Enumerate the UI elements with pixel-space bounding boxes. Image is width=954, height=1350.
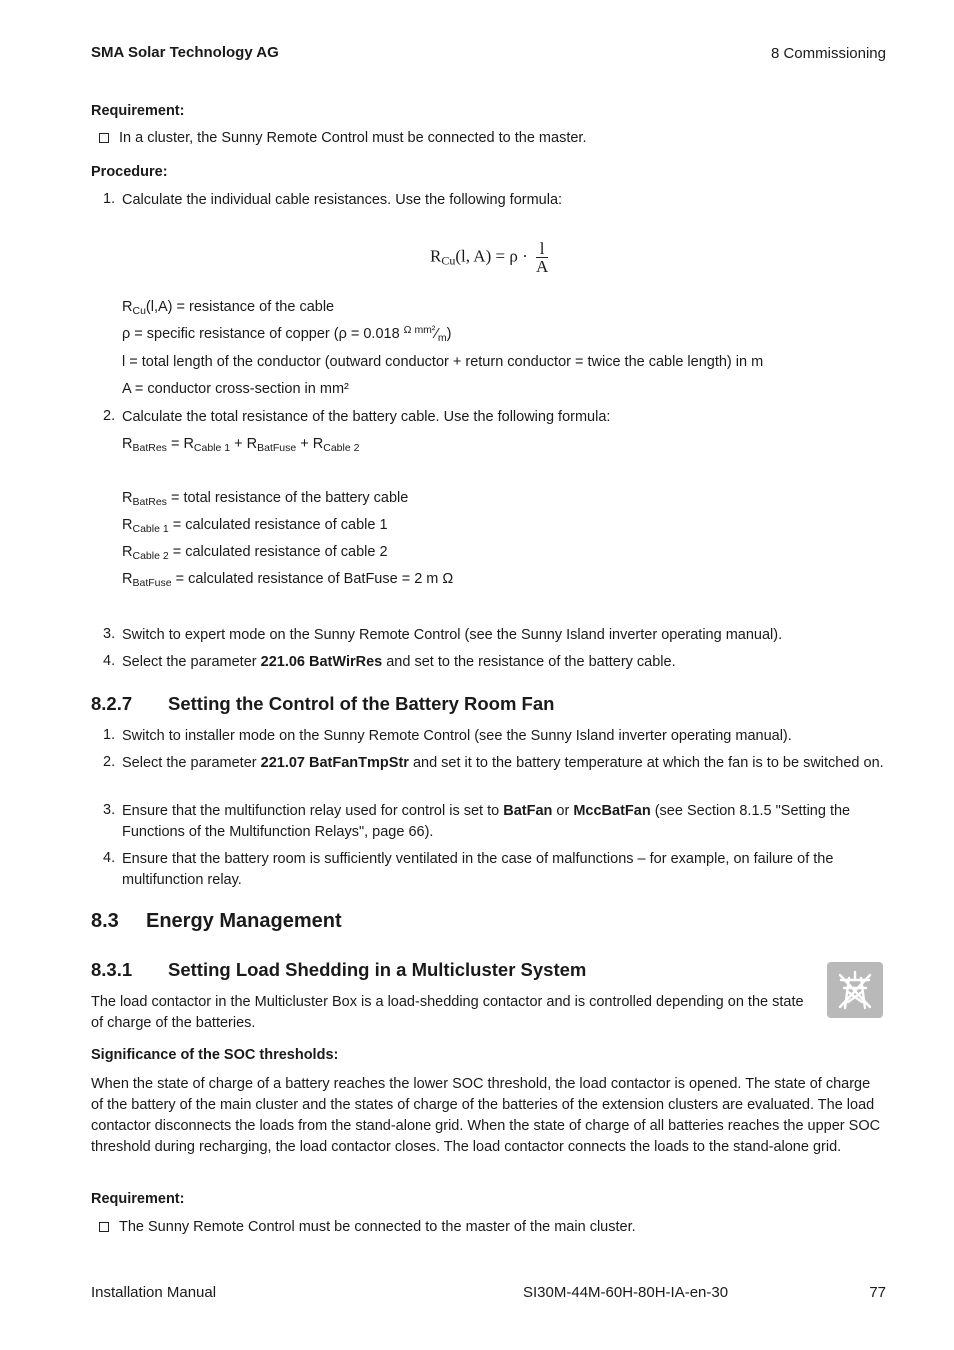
- step-number: 2.: [103, 754, 116, 770]
- step-number: 1.: [103, 727, 116, 743]
- requirement-label: Requirement:: [91, 1191, 185, 1207]
- soc-label: Significance of the SOC thresholds:: [91, 1047, 339, 1063]
- definition-length: l = total length of the conductor (outward conductor + return conductor = twice the cable length) in m: [122, 354, 764, 370]
- header-company: SMA Solar Technology AG: [91, 44, 279, 61]
- definition-area: A = conductor cross-section in mm²: [122, 381, 349, 397]
- requirement-label: Requirement:: [91, 103, 185, 119]
- step-number: 4.: [103, 653, 116, 669]
- step-text: Select the parameter 221.07 BatFanTmpStr and set it to the battery temperature at which the fan is to be switched on.: [122, 755, 884, 771]
- page-number: 77: [869, 1284, 886, 1301]
- step-number: 4.: [103, 850, 116, 866]
- checkbox-icon: [99, 1222, 109, 1232]
- step-number: 3.: [103, 802, 116, 818]
- off-grid-tower-icon: [827, 962, 883, 1018]
- definition-cable2: $R_{Cable 2}$ = calculated resistance of cable 2: [122, 544, 388, 562]
- resistance-formula: $R_{Cu}(l$, A) = ρ · $\frac{l}{A}$: [430, 239, 549, 276]
- definition-rcu: $R_{Cu}(l,A)$ = resistance of the cable: [122, 299, 335, 317]
- step-number: 1.: [103, 191, 116, 207]
- step-number: 3.: [103, 626, 116, 642]
- section-heading-8-3: 8.3 Energy Management: [91, 910, 342, 932]
- step-text: Select the parameter 221.06 BatWirRes and set to the resistance of the battery cable.: [122, 654, 676, 670]
- step-text: Calculate the total resistance of the battery cable. Use the following formula:: [122, 409, 611, 425]
- header-chapter: 8 Commissioning: [770, 45, 886, 62]
- formula-fraction: $\frac{l}{A}$: [535, 239, 549, 276]
- procedure-label: Procedure:: [91, 164, 168, 180]
- definition-batfuse: $R_{BatFuse}$ = calculated resistance of BatFuse = 2 m Ω: [122, 571, 454, 589]
- step-text: Ensure that the multifunction relay used for control is set to BatFan or MccBatFan (see Section 8.1.5 "Setting the Functions of the Multifunction Relays", page 66).: [122, 803, 851, 840]
- requirement-item: The Sunny Remote Control must be connected to the master of the main cluster.: [99, 1219, 636, 1235]
- footer-manual-title: Installation Manual: [91, 1284, 217, 1301]
- section-heading-8-3-1: 8.3.1 Setting Load Shedding in a Multicluster System: [91, 959, 587, 980]
- step-number: 2.: [103, 408, 116, 424]
- footer-document-id: SI30M-44M-60H-80H-IA-en-30: [523, 1284, 729, 1301]
- step-text: Switch to installer mode on the Sunny Remote Control (see the Sunny Island inverter operating manual).: [122, 728, 792, 744]
- battery-resistance-formula: $R_{BatRes} = R_{Cable 1} + R_{BatFuse} + R_{Cable 2}$: [122, 436, 360, 454]
- step-text: Switch to expert mode on the Sunny Remote Control (see the Sunny Island inverter operating manual).: [122, 627, 783, 643]
- requirement-item: In a cluster, the Sunny Remote Control must be connected to the master.: [99, 130, 586, 146]
- definition-cable1: $R_{Cable 1}$ = calculated resistance of cable 1: [122, 517, 388, 535]
- section-intro: The load contactor in the Multicluster Box is a load-shedding contactor and is controlled depending on the state of charge of the batteries.: [91, 994, 804, 1031]
- checkbox-icon: [99, 133, 109, 143]
- step-text: Ensure that the battery room is sufficiently ventilated in the case of malfunctions – for example, on failure of the multifunction relay.: [122, 851, 834, 888]
- definition-rho: ρ = specific resistance of copper (ρ = 0.018 $^{\Omega mm^2}⁄_m$): [122, 324, 452, 344]
- step-text: Calculate the individual cable resistances. Use the following formula:: [122, 192, 563, 208]
- soc-description: When the state of charge of a battery reaches the lower SOC threshold, the load contactor is opened. The state of charge of the battery of the main cluster and the states of charge of the batteries of the extension clusters are evaluated. The load contactor disconnects the loads from the stand-alone grid. When the state of charge of all batteries reaches the upper SOC threshold during recharging, the load contactor closes. The load contactor connects the loads to the stand-alone grid.: [91, 1076, 881, 1155]
- section-heading-8-2-7: 8.2.7 Setting the Control of the Battery Room Fan: [91, 693, 555, 714]
- definition-batres: $R_{BatRes}$ = total resistance of the battery cable: [122, 490, 409, 508]
